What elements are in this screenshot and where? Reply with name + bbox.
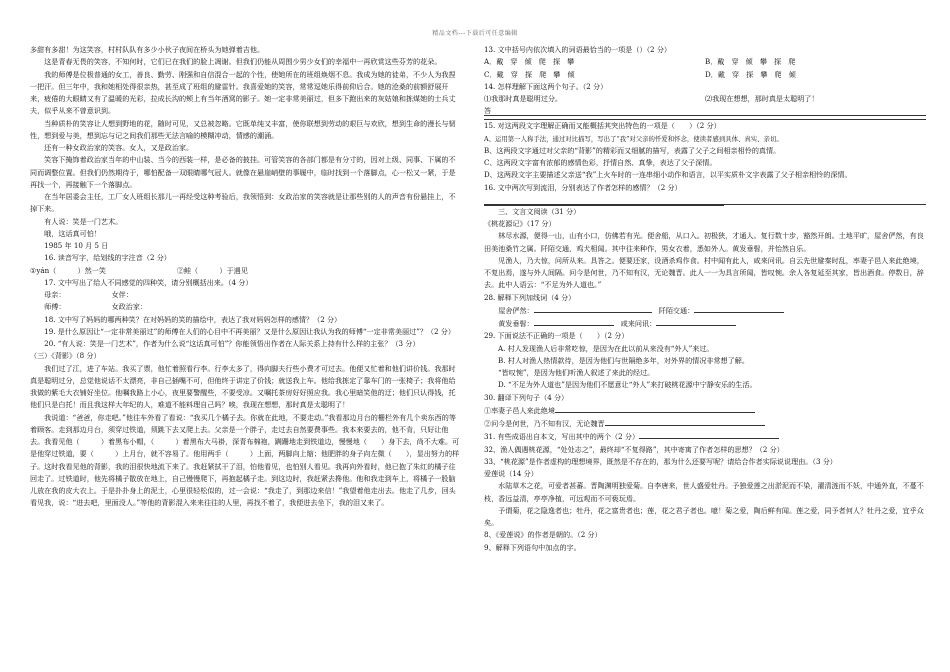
option-d: D．戴 穿 探 攀 爬 倾	[705, 69, 796, 79]
option-d: D、这两段文字主要描述父亲送“我”上火车时的一连串细小动作和语言，以平实质朴文字表露了父子相亲相怜的深情。	[484, 170, 852, 180]
subsection-title: 爱莲说（14 分）	[484, 469, 538, 478]
paragraph: 还有一种女政治家的笑容。女人，又是政治家。	[30, 143, 194, 152]
question-16-items: ①yán（ ）然一笑 ②鲑（ ）于遇见	[30, 265, 248, 275]
translate-1	[484, 404, 926, 417]
question-14-sentences	[484, 93, 926, 105]
question-13: 13. 文中括号内依次填入的词语最恰当的一项是（）（2 分）	[484, 45, 672, 54]
question-17: 17. 文中写出了给人不同感觉的四种笑，请分别概括出来。（4 分）	[30, 277, 253, 287]
option-c: “皆叹惋”，是因为他们听渔人叙述了来此的经过。	[498, 368, 655, 377]
paragraph: 林尽水源，便得一山，山有小口，仿佛若有光。便舍船，从口入。初极狭，才通人。复行数十步，豁然开朗。土地平旷，屋舍俨然，有良田美池桑竹之属。阡陌交通，鸡犬相闻。其中往来种作，男女衣着，悉如外人。黄发垂髫，并怡然自乐。	[484, 231, 924, 253]
option-d: D. “不足为外人道也”是因为他们不愿意让“外人”来打破桃花源中宁静安乐的生活。	[498, 380, 757, 390]
section-title: 三、文言文阅读（31 分）	[498, 206, 581, 216]
answer-blank[interactable]	[534, 317, 614, 326]
sentence: ②问今是何世，乃不知有汉，无论魏晋	[484, 419, 605, 428]
answer-blank[interactable]	[534, 304, 652, 313]
option-b: B、这两段文字通过对父亲的“背影”的精彩而又细腻的描写，表露了父子之间相亲相怜的真情。	[484, 145, 781, 155]
option-b: B．戴 穿 倾 攀 探 爬	[705, 57, 796, 67]
answer-label: 答	[484, 106, 492, 116]
paragraph: 有人说：笑是一门艺术。	[30, 216, 123, 226]
paragraph: 笑容下掩饰着政治家当年的中山装、当今的西装一样，是必备的披挂。可管笑容的各部门都是有分寸的，因对上级、同事、下属的不同而调整位置。但我们仍然期待于，哪怕配备一双眼睛哪气冠人。就像在悬崖峭壁的事履中，临时找到一个落脚点，心一松又一紧，于是再找一个，再接触下一个落脚点。	[30, 155, 456, 189]
item-label: 屋舍俨然：	[498, 305, 534, 315]
question-33: 33、“桃花源”是作者虚构的理想境界，既然是不存在的，那为什么还要写呢？请给合作者实际说说理由。（3 分）	[484, 456, 837, 466]
answer-blank[interactable]	[639, 430, 779, 439]
item-label: 阡陌交通：	[658, 305, 695, 315]
question-17-row2: 师傅： 女政治家：	[30, 302, 148, 312]
paragraph: 多甜有多甜！为这笑容，村村队队有多少小伙子夜间在桥头为她弹着吉他。	[30, 45, 265, 54]
subsection-title: 《桃花源记》（17 分）	[484, 219, 556, 228]
date-line: 1985 年 10 月 5 日	[30, 241, 109, 250]
question-31	[484, 430, 926, 443]
page-header: 精品文档---下载后可任意编辑	[432, 30, 518, 37]
question-17-row1: 母亲： 女伴：	[30, 290, 133, 299]
paragraph: 水陆草木之花，可爱者甚蕃。晋陶渊明独爱菊。自李唐来，世人盛爱牡丹。予独爱莲之出淤泥而不染，濯清涟而不妖，中通外直，不蔓不枝，香远益清，亭亭净植，可远观而不可亵玩焉。	[484, 481, 924, 503]
paragraph: 我的师傅是位极普通的女工，善良、勤劳、刚强和自信混合一起的个性，使她所在的班组焕烟不息。我成为她的徒弟，不少人为我捏一把汗。但三年中，我和她相处得很亲热，甚至成了班组的避雷针。我喜爱她的笑容，常常逗她乐得前仰后合。她的沧桑的前额舒展开来，疲倦的大眼睛又有了温暖的光彩，拉成长沟的颊上有当年酒窝的影子。她一定非常美丽过，但多下跑出来的灰姑娘和拣煤她的士兵丈夫，似乎从来不曾意识到。	[30, 69, 456, 116]
answer-line	[484, 194, 926, 205]
question-28-row1	[484, 304, 926, 317]
answer-blank[interactable]	[555, 404, 755, 413]
question-text: 31. 有些成语出自本文，写出其中的两个（2 分）	[484, 432, 640, 442]
paragraph: 我说道：“爸爸，你走吧。”他往车外看了看说：“我买几个橘子去。你就在此地，不要走动。”我看那边月台的栅栏外有几个卖东西的等着顾客。走到那边月台，须穿过铁道，须跳下去又爬上去。父亲是一个胖子，走过去自然要费事些。我本来要去的，他不肯，只好让他去。我看见他（ ）着黑布小帽，（ ）着黑布大马褂，深青布棉袍，蹒跚地走到铁道边，慢慢地（ ）身下去，尚不大难。可是他穿过铁道，要（ ）上月台，就不容易了。他用两手（ ）上面，两脚向上缩；他肥胖的身子向左微（ ），显出努力的样子。这时我看见他的背影，我的泪很快地流下来了。我赶紧拭干了泪，怕他看见，也怕别人看见。我再向外看时，他已抱了朱红的橘子往回走了。过铁道时，他先将橘子散放在地上，自己慢慢爬下，再抱起橘子走。到这边时，我赶紧去搀他。他和我走到车上，将橘子一股脑儿放在我的皮大衣上。于是扑扑身上的泥土，心里很轻松似的，过一会说：“我走了，到那边来信！”我望着他走出去。他走了几步，回头看见我，说：“进去吧，里面没人。”等他的背影混入来来往往的人里，再找不着了，我便进去坐下，我的泪又来了。	[30, 412, 460, 508]
option-c: C、这两段文字富有浓郁的感情色彩，抒情自然、真挚，表达了父子深情。	[484, 158, 717, 167]
sentence-1: ⑴我那时真是聪明过分。	[484, 94, 563, 103]
question-14: 14. 怎样理解下面这两个句子。（2 分）	[484, 81, 608, 91]
question-20: 20. “有人说：笑是一门艺术”，作者为什么说“这话真可怕”？你能领悟出作者在人际关系上持有什么样的主张？（3 分）	[30, 339, 420, 348]
paragraph: 哦，这话真可怕！	[30, 228, 101, 238]
question-13-options	[484, 69, 926, 81]
option-b: B. 村人对渔人热情款待，是因为他们与世隔绝多年，对外界的情况非常想了解。	[498, 355, 749, 365]
item-label: 咸来问讯：	[620, 319, 657, 328]
answer-blank[interactable]	[694, 304, 784, 313]
question-29: 29. 下面说法不正确的一项是（ ）（2 分）	[484, 331, 629, 341]
paragraph: 在当年居委会主任，工厂女人班组长那儿一再经受这种考验后，我领悟到：女政治家的笑容就是让那些别的人的声音有份悬挂上，不掉下来。	[30, 192, 456, 214]
section-title-beiying: （三）《背影》（8 分）	[30, 351, 101, 361]
option-a: A、运用第一人称手法，通过对比描写，写出了“我”对父亲的忏爱和怀念，使读者感到具体、真实、亲切。	[484, 134, 783, 143]
question-30: 30. 翻译下列句子（4 分）	[484, 392, 569, 402]
question-16: 16. 文中两次写到流泪，分别表达了作者怎样的感情？（2 分）	[484, 182, 682, 192]
question-16: 16. 读音写字，给划线的字注音（2 分）	[30, 253, 171, 263]
paragraph: 当种质朴的笑容让人想到野地的花，随时可见，又总被忽略。它既单纯又丰富，使你联想到劳动的艰巨与欢欣，想到生命的漫长与韧性，想到爱与美，想到忘与记之间我们那些无法言喻的模糊冲动，情感的潮涌。	[30, 118, 456, 140]
question-32: 32、渔人偶遇桃花源，“处处志之”，最终却“不复得路”，其中寄寓了作者怎样的思想？（2 分）	[484, 444, 784, 454]
option-c: C．戴 穿 探 爬 攀 倾	[484, 69, 575, 79]
right-column	[484, 44, 926, 554]
question-8: 8、《爱莲说》的作者是朝的。（2 分）	[484, 530, 602, 540]
option-a: A. 村人发现渔人后非常吃惊，是因为在此以前从来没有“外人”来过。	[498, 343, 714, 353]
option-a: A．戴 穿 倾 爬 探 攀	[484, 57, 575, 67]
item-label: 黄发垂髫：	[498, 319, 534, 328]
answer-blank[interactable]	[605, 417, 765, 426]
translate-2	[484, 417, 926, 430]
question-15: 15. 对这两段文字理解正确而又能概括其突出特色的一项是（ ）（2 分）	[484, 121, 721, 131]
answer-line	[484, 105, 926, 116]
paragraph: 我们过了江，进了车站。我买了票，他忙着照看行李。行李太多了，得向脚夫行些小费才可过去。他便又忙着和他们讲价钱。我那时真是聪明过分，总觉他说话不太漂亮，非自己插嘴不可，但他终于讲定了价钱；就送我上车。他给我拣定了靠车门的一张椅子；我将他给我做的紫毛大衣铺好坐位。他嘱我路上小心，夜里要警醒些，不要受凉。又嘱托茶房好好照应我。我心里暗笑他的迂；他们只认得钱，托他们只是白托！而且我这样大年纪的人，难道不能料理自己吗？唉，我现在想想，那时真是太聪明了！	[30, 363, 456, 410]
question-19: 19. 是什么原因让“一定非常美丽过”的师傅在人们的心目中不再美丽？又是什么原因让我认为我的师傅“一定非常美丽过”？（2 分）	[30, 326, 455, 336]
question-13-options	[484, 56, 926, 68]
left-column	[30, 44, 460, 510]
paragraph: 予谓菊，花之隐逸者也；牡丹，花之富贵者也；莲，花之君子者也。噫！菊之爱，陶后鲜有闻。莲之爱，同予者何人？牡丹之爱，宜乎众矣。	[484, 505, 924, 527]
question-18: 18. 文中写了妈妈的哪两种笑？在对妈妈的笑的描绘中，表达了我对妈妈怎样的感情？（2 分）	[30, 314, 342, 324]
paragraph: 这是青春无畏的笑容，不知何时，它们已在我们的脸上凋谢。但我们仍能从周围少男少女们的幸福中一再欣赏这些芬芳的花朵。	[30, 57, 442, 67]
question-9: 9、解释下列语句中加点的字。	[484, 542, 581, 552]
question-28: 28. 解释下列加线词（4 分）	[484, 292, 576, 302]
sentence-2: ⑵我现在想想，那时真是太聪明了！	[705, 94, 819, 103]
answer-blank[interactable]	[656, 317, 736, 326]
paragraph: 见渔人，乃大惊，问所从来。具答之。便要还家，设酒杀鸡作食。村中闻有此人，咸来问讯。自云先世避秦时乱，率妻子邑人来此绝境，不复出焉，遂与外人间隔。问今是何世，乃不知有汉，无论魏晋。此人一一为具言所闻，皆叹惋。余人各复延至其家，皆出酒食。停数日，辞去。此中人语云：“不足为外人道也。”	[484, 255, 924, 290]
sentence: ①率妻子邑人来此绝境	[484, 405, 555, 415]
question-28-row2	[484, 317, 926, 330]
